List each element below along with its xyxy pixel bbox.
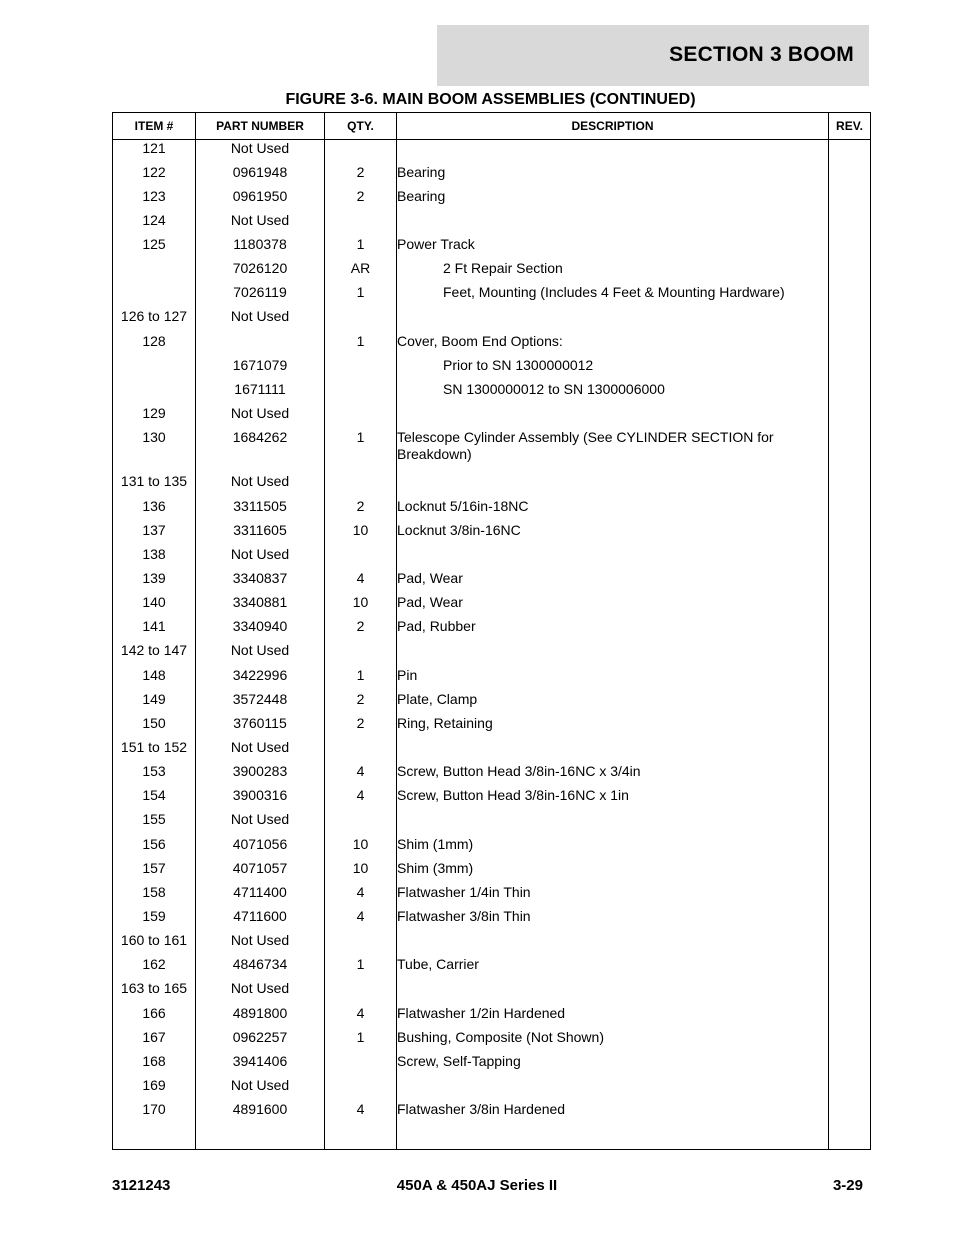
quantity-cell: 4	[325, 884, 397, 908]
rev-cell	[829, 333, 871, 357]
rev-cell	[829, 932, 871, 956]
description-cell: 2 Ft Repair Section	[397, 260, 829, 284]
part-number-cell: 3941406	[196, 1053, 325, 1077]
description-cell	[397, 1077, 829, 1101]
column-header-part-number: PART NUMBER	[196, 113, 325, 140]
item-number-cell: 150	[113, 715, 196, 739]
description-cell: Screw, Button Head 3/8in-16NC x 1in	[397, 787, 829, 811]
description-cell: Plate, Clamp	[397, 691, 829, 715]
table-row	[113, 498, 871, 522]
item-number-cell: 163 to 165	[113, 980, 196, 1004]
table-row	[113, 594, 871, 618]
quantity-cell: 2	[325, 691, 397, 715]
description-cell: Flatwasher 3/8in Thin	[397, 908, 829, 932]
column-header-item: ITEM #	[113, 113, 196, 140]
rev-cell	[829, 836, 871, 860]
rev-cell	[829, 884, 871, 908]
rev-cell	[829, 667, 871, 691]
description-cell: Shim (1mm)	[397, 836, 829, 860]
part-number-cell: Not Used	[196, 1077, 325, 1101]
item-number-cell: 166	[113, 1005, 196, 1029]
quantity-cell	[325, 980, 397, 1004]
part-number-cell: 1684262	[196, 429, 325, 473]
table-row	[113, 284, 871, 308]
rev-cell	[829, 811, 871, 835]
footer-page-number: 3-29	[832, 1177, 863, 1194]
description-cell: Flatwasher 3/8in Hardened	[397, 1101, 829, 1125]
quantity-cell: 4	[325, 908, 397, 932]
part-number-cell: 3340881	[196, 594, 325, 618]
part-number-cell: 4711600	[196, 908, 325, 932]
item-number-cell: 126 to 127	[113, 308, 196, 332]
part-number-cell: 0962257	[196, 1029, 325, 1053]
table-row	[113, 522, 871, 546]
description-cell: Pad, Rubber	[397, 618, 829, 642]
description-cell: Locknut 3/8in-16NC	[397, 522, 829, 546]
item-number-cell: 170	[113, 1101, 196, 1125]
rev-cell	[829, 357, 871, 381]
rev-cell	[829, 715, 871, 739]
part-number-cell: 3311505	[196, 498, 325, 522]
part-number-cell: 0961948	[196, 164, 325, 188]
table-row	[113, 739, 871, 763]
item-number-cell: 125	[113, 236, 196, 260]
table-row	[113, 618, 871, 642]
item-number-cell: 138	[113, 546, 196, 570]
part-number-cell: Not Used	[196, 473, 325, 497]
item-number-cell: 122	[113, 164, 196, 188]
table-row	[113, 1077, 871, 1101]
table-row	[113, 1101, 871, 1125]
footer-doc-number: 3121243	[112, 1177, 171, 1194]
rev-cell	[829, 473, 871, 497]
column-header-qty: QTY.	[325, 113, 397, 140]
rev-cell	[829, 522, 871, 546]
item-number-cell: 157	[113, 860, 196, 884]
part-number-cell: Not Used	[196, 140, 325, 164]
rev-cell	[829, 787, 871, 811]
item-number-cell: 121	[113, 140, 196, 164]
quantity-cell: 2	[325, 498, 397, 522]
item-number-cell	[113, 357, 196, 381]
part-number-cell: 3572448	[196, 691, 325, 715]
item-number-cell: 124	[113, 212, 196, 236]
quantity-cell	[325, 1077, 397, 1101]
description-cell	[397, 140, 829, 164]
part-number-cell: 4071056	[196, 836, 325, 860]
table-row	[113, 908, 871, 932]
quantity-cell: 4	[325, 787, 397, 811]
rev-cell	[829, 284, 871, 308]
description-cell	[397, 642, 829, 666]
part-number-cell: 7026119	[196, 284, 325, 308]
part-number-cell: 7026120	[196, 260, 325, 284]
table-row	[113, 381, 871, 405]
table-row	[113, 642, 871, 666]
quantity-cell: 1	[325, 956, 397, 980]
column-header-description: DESCRIPTION	[397, 113, 829, 140]
description-cell: Bearing	[397, 164, 829, 188]
description-cell: Screw, Button Head 3/8in-16NC x 3/4in	[397, 763, 829, 787]
quantity-cell	[325, 546, 397, 570]
table-row	[113, 236, 871, 260]
part-number-cell: 4711400	[196, 884, 325, 908]
part-number-cell: 3340940	[196, 618, 325, 642]
part-number-cell: 3900316	[196, 787, 325, 811]
rev-cell	[829, 618, 871, 642]
part-number-cell: Not Used	[196, 932, 325, 956]
quantity-cell: 2	[325, 188, 397, 212]
quantity-cell	[325, 357, 397, 381]
part-number-cell: 3422996	[196, 667, 325, 691]
part-number-cell: 1671079	[196, 357, 325, 381]
description-cell: Shim (3mm)	[397, 860, 829, 884]
rev-cell	[829, 429, 871, 473]
item-number-cell: 155	[113, 811, 196, 835]
part-number-cell: 3340837	[196, 570, 325, 594]
item-number-cell: 168	[113, 1053, 196, 1077]
table-row	[113, 260, 871, 284]
item-number-cell: 137	[113, 522, 196, 546]
table-row	[113, 932, 871, 956]
item-number-cell: 169	[113, 1077, 196, 1101]
description-cell: Telescope Cylinder Assembly (See CYLINDER SECTION for Breakdown)	[397, 429, 829, 473]
rev-cell	[829, 908, 871, 932]
column-header-rev: REV.	[829, 113, 871, 140]
quantity-cell: 4	[325, 570, 397, 594]
quantity-cell: 2	[325, 715, 397, 739]
part-number-cell: 3311605	[196, 522, 325, 546]
table-row	[113, 811, 871, 835]
table-row	[113, 140, 871, 164]
filler-cell	[113, 1125, 196, 1149]
rev-cell	[829, 739, 871, 763]
part-number-cell: 3760115	[196, 715, 325, 739]
table-row	[113, 884, 871, 908]
table-row	[113, 763, 871, 787]
description-cell	[397, 212, 829, 236]
description-cell	[397, 546, 829, 570]
table-row	[113, 164, 871, 188]
rev-cell	[829, 763, 871, 787]
quantity-cell	[325, 212, 397, 236]
table-row	[113, 956, 871, 980]
rev-cell	[829, 860, 871, 884]
part-number-cell: 0961950	[196, 188, 325, 212]
rev-cell	[829, 1101, 871, 1125]
part-number-cell: 1180378	[196, 236, 325, 260]
rev-cell	[829, 691, 871, 715]
part-number-cell: 4846734	[196, 956, 325, 980]
table-row	[113, 715, 871, 739]
item-number-cell: 140	[113, 594, 196, 618]
item-number-cell: 129	[113, 405, 196, 429]
filler-cell	[196, 1125, 325, 1149]
item-number-cell	[113, 284, 196, 308]
part-number-cell: 4891800	[196, 1005, 325, 1029]
quantity-cell	[325, 811, 397, 835]
table-row	[113, 473, 871, 497]
description-cell: Bushing, Composite (Not Shown)	[397, 1029, 829, 1053]
rev-cell	[829, 1005, 871, 1029]
part-number-cell: Not Used	[196, 739, 325, 763]
description-cell	[397, 932, 829, 956]
description-cell	[397, 473, 829, 497]
quantity-cell: 2	[325, 618, 397, 642]
part-number-cell: 1671111	[196, 381, 325, 405]
quantity-cell: AR	[325, 260, 397, 284]
part-number-cell: Not Used	[196, 811, 325, 835]
table-row	[113, 691, 871, 715]
quantity-cell: 2	[325, 164, 397, 188]
description-cell: Pin	[397, 667, 829, 691]
item-number-cell: 151 to 152	[113, 739, 196, 763]
description-cell	[397, 405, 829, 429]
rev-cell	[829, 1029, 871, 1053]
description-cell: Flatwasher 1/4in Thin	[397, 884, 829, 908]
table-row	[113, 212, 871, 236]
part-number-cell	[196, 333, 325, 357]
part-number-cell: Not Used	[196, 642, 325, 666]
table-row	[113, 1053, 871, 1077]
part-number-cell: Not Used	[196, 546, 325, 570]
quantity-cell: 10	[325, 860, 397, 884]
description-cell	[397, 739, 829, 763]
rev-cell	[829, 188, 871, 212]
description-cell: Ring, Retaining	[397, 715, 829, 739]
rev-cell	[829, 381, 871, 405]
parts-table	[112, 112, 871, 1150]
item-number-cell: 149	[113, 691, 196, 715]
description-cell: Bearing	[397, 188, 829, 212]
part-number-cell: 3900283	[196, 763, 325, 787]
item-number-cell: 130	[113, 429, 196, 473]
description-cell: Pad, Wear	[397, 594, 829, 618]
table-filler-row	[113, 1125, 871, 1149]
rev-cell	[829, 642, 871, 666]
part-number-cell: 4891600	[196, 1101, 325, 1125]
description-cell: Screw, Self-Tapping	[397, 1053, 829, 1077]
rev-cell	[829, 236, 871, 260]
quantity-cell: 4	[325, 763, 397, 787]
item-number-cell	[113, 381, 196, 405]
description-cell: Power Track	[397, 236, 829, 260]
parts-table-body	[113, 140, 871, 1150]
item-number-cell: 148	[113, 667, 196, 691]
quantity-cell: 1	[325, 1029, 397, 1053]
description-cell: Cover, Boom End Options:	[397, 333, 829, 357]
item-number-cell: 139	[113, 570, 196, 594]
table-row	[113, 570, 871, 594]
item-number-cell: 153	[113, 763, 196, 787]
table-header-row	[113, 113, 871, 140]
description-cell	[397, 811, 829, 835]
rev-cell	[829, 140, 871, 164]
rev-cell	[829, 594, 871, 618]
quantity-cell	[325, 642, 397, 666]
item-number-cell: 154	[113, 787, 196, 811]
description-cell: Pad, Wear	[397, 570, 829, 594]
rev-cell	[829, 570, 871, 594]
rev-cell	[829, 1053, 871, 1077]
rev-cell	[829, 498, 871, 522]
quantity-cell	[325, 405, 397, 429]
quantity-cell: 4	[325, 1101, 397, 1125]
table-row	[113, 667, 871, 691]
table-row	[113, 308, 871, 332]
quantity-cell	[325, 140, 397, 164]
rev-cell	[829, 308, 871, 332]
item-number-cell: 158	[113, 884, 196, 908]
description-cell: Feet, Mounting (Includes 4 Feet & Mounting Hardware)	[397, 284, 829, 308]
item-number-cell: 141	[113, 618, 196, 642]
filler-cell	[325, 1125, 397, 1149]
description-cell: SN 1300000012 to SN 1300006000	[397, 381, 829, 405]
item-number-cell: 128	[113, 333, 196, 357]
table-row	[113, 405, 871, 429]
section-banner	[437, 25, 869, 86]
rev-cell	[829, 546, 871, 570]
filler-cell	[829, 1125, 871, 1149]
description-cell: Tube, Carrier	[397, 956, 829, 980]
quantity-cell	[325, 308, 397, 332]
rev-cell	[829, 212, 871, 236]
quantity-cell	[325, 381, 397, 405]
table-row	[113, 333, 871, 357]
table-row	[113, 860, 871, 884]
table-row	[113, 357, 871, 381]
figure-title: FIGURE 3-6. MAIN BOOM ASSEMBLIES (CONTINUED)	[285, 91, 696, 108]
table-row	[113, 1029, 871, 1053]
quantity-cell: 1	[325, 333, 397, 357]
item-number-cell: 156	[113, 836, 196, 860]
quantity-cell	[325, 739, 397, 763]
part-number-cell: 4071057	[196, 860, 325, 884]
footer-model: 450A & 450AJ Series II	[396, 1177, 558, 1194]
quantity-cell	[325, 932, 397, 956]
part-number-cell: Not Used	[196, 980, 325, 1004]
table-row	[113, 836, 871, 860]
rev-cell	[829, 260, 871, 284]
part-number-cell: Not Used	[196, 405, 325, 429]
quantity-cell	[325, 473, 397, 497]
rev-cell	[829, 405, 871, 429]
item-number-cell: 142 to 147	[113, 642, 196, 666]
part-number-cell: Not Used	[196, 308, 325, 332]
table-row	[113, 980, 871, 1004]
quantity-cell: 1	[325, 236, 397, 260]
table-row	[113, 546, 871, 570]
item-number-cell: 162	[113, 956, 196, 980]
description-cell: Prior to SN 1300000012	[397, 357, 829, 381]
quantity-cell: 1	[325, 429, 397, 473]
description-cell	[397, 308, 829, 332]
item-number-cell: 136	[113, 498, 196, 522]
rev-cell	[829, 1077, 871, 1101]
item-number-cell	[113, 260, 196, 284]
section-title: SECTION 3 BOOM	[669, 43, 854, 66]
item-number-cell: 123	[113, 188, 196, 212]
quantity-cell: 10	[325, 522, 397, 546]
quantity-cell: 10	[325, 594, 397, 618]
quantity-cell: 10	[325, 836, 397, 860]
rev-cell	[829, 164, 871, 188]
table-row	[113, 787, 871, 811]
item-number-cell: 160 to 161	[113, 932, 196, 956]
table-row	[113, 1005, 871, 1029]
part-number-cell: Not Used	[196, 212, 325, 236]
rev-cell	[829, 980, 871, 1004]
quantity-cell: 1	[325, 667, 397, 691]
description-cell: Locknut 5/16in-18NC	[397, 498, 829, 522]
table-row	[113, 429, 871, 473]
description-cell	[397, 980, 829, 1004]
item-number-cell: 159	[113, 908, 196, 932]
rev-cell	[829, 956, 871, 980]
item-number-cell: 131 to 135	[113, 473, 196, 497]
item-number-cell: 167	[113, 1029, 196, 1053]
filler-cell	[397, 1125, 829, 1149]
table-row	[113, 188, 871, 212]
description-cell: Flatwasher 1/2in Hardened	[397, 1005, 829, 1029]
quantity-cell	[325, 1053, 397, 1077]
quantity-cell: 1	[325, 284, 397, 308]
quantity-cell: 4	[325, 1005, 397, 1029]
